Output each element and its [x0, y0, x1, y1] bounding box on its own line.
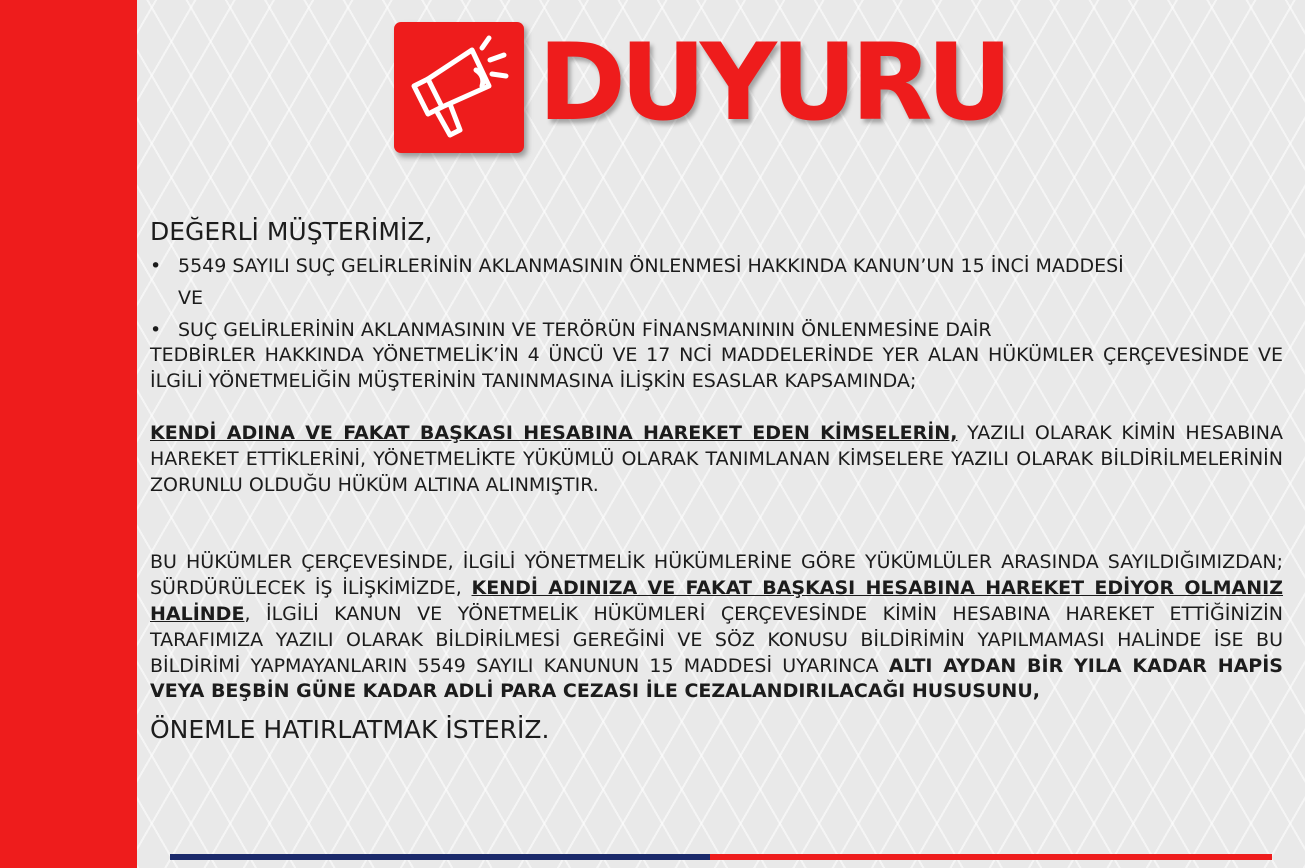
emphasis-penalty: ALTI AYDAN BİR YILA KADAR HAPİS VEYA BEŞBİN GÜNE KADAR ADLİ PARA CEZASI İLE CEZALANDIRILACAĞI HUSUSUNU, — [150, 654, 1283, 703]
bullet-marker: • — [150, 318, 162, 341]
paragraph-reminder-text-b: , İLGİLİ KANUN VE YÖNETMELİK HÜKÜMLERİ ÇERÇEVESİNDE KİMİN HESABINA HAREKET ETTİĞİNİZİN TARAFIMIZA YAZILI OLARAK BİLDİRİLMESİ GEREĞİNİ VE SÖZ KONUSU BİLDİRİMİN YAPILMAMASI HALİNDE İSE BU BİLDİRİMİ YAPMAYANLARIN 5549 SAYILI KANUNUN 15 MADDESİ UYARINCA — [150, 602, 1283, 677]
conjunction-text: VE — [178, 286, 204, 309]
logo-box — [394, 22, 524, 153]
paragraph-regulation-scope: TEDBİRLER HAKKINDA YÖNETMELİK’İN 4 ÜNCÜ VE 17 NCİ MADDELERİNDE YER ALAN HÜKÜMLER ÇERÇEVESİNDE VE İLGİLİ YÖNETMELİĞİN MÜŞTERİNİN TANINMASINA İLİŞKİN ESASLAR KAPSAMINDA; — [150, 344, 1283, 393]
paragraph-obligation — [150, 421, 1283, 498]
bottom-divider — [170, 854, 1272, 860]
bullet-item-regulation — [150, 318, 1283, 344]
bullet-item-law — [150, 254, 1283, 280]
megaphone-icon — [406, 34, 512, 140]
left-red-strip — [0, 0, 137, 868]
page-title: DUYURU — [538, 21, 1007, 144]
closing-statement: ÖNEMLE HATIRLATMAK İSTERİZ. — [150, 715, 550, 745]
paragraph-reminder — [150, 550, 1283, 705]
bullet-marker: • — [150, 255, 162, 277]
bullet-text-regulation: SUÇ GELİRLERİNİN AKLANMASININ VE TERÖRÜN FİNANSMANININ ÖNLENMESİNE DAİR — [178, 318, 992, 341]
emphasis-others-account: KENDİ ADINA VE FAKAT BAŞKASI HESABINA HAREKET EDEN KİMSELERİN, — [150, 421, 958, 444]
bullet-text-law: 5549 SAYILI SUÇ GELİRLERİNİN AKLANMASININ ÖNLENMESİ HAKKINDA KANUN’UN 15 İNCİ MADDESİ — [178, 255, 1124, 277]
paragraph-obligation-text: YAZILI OLARAK KİMİN HESABINA HAREKET ETTİKLERİNİ, YÖNETMELİKTE YÜKÜMLÜ OLARAK TANIMLANAN KİMSELERE YAZILI OLARAK BİLDİRİLMELERİNİN ZORUNLU OLDUĞU HÜKÜM ALTINA ALINMIŞTIR. — [150, 421, 1283, 496]
paragraph-reminder-text-a: BU HÜKÜMLER ÇERÇEVESİNDE, İLGİLİ YÖNETMELİK HÜKÜMLERİNE GÖRE YÜKÜMLÜLER ARASINDA SAYILDIĞIMIZDAN; SÜRDÜRÜLECEK İŞ İLİŞKİMİZDE, — [150, 551, 1283, 600]
header-logo — [394, 22, 526, 155]
salutation: DEĞERLİ MÜŞTERİMİZ, — [150, 217, 433, 246]
announcement-body — [150, 214, 1283, 747]
emphasis-acting-for-others: KENDİ ADINIZA VE FAKAT BAŞKASI HESABINA HAREKET EDİYOR OLMANIZ HALİNDE — [150, 577, 1283, 625]
